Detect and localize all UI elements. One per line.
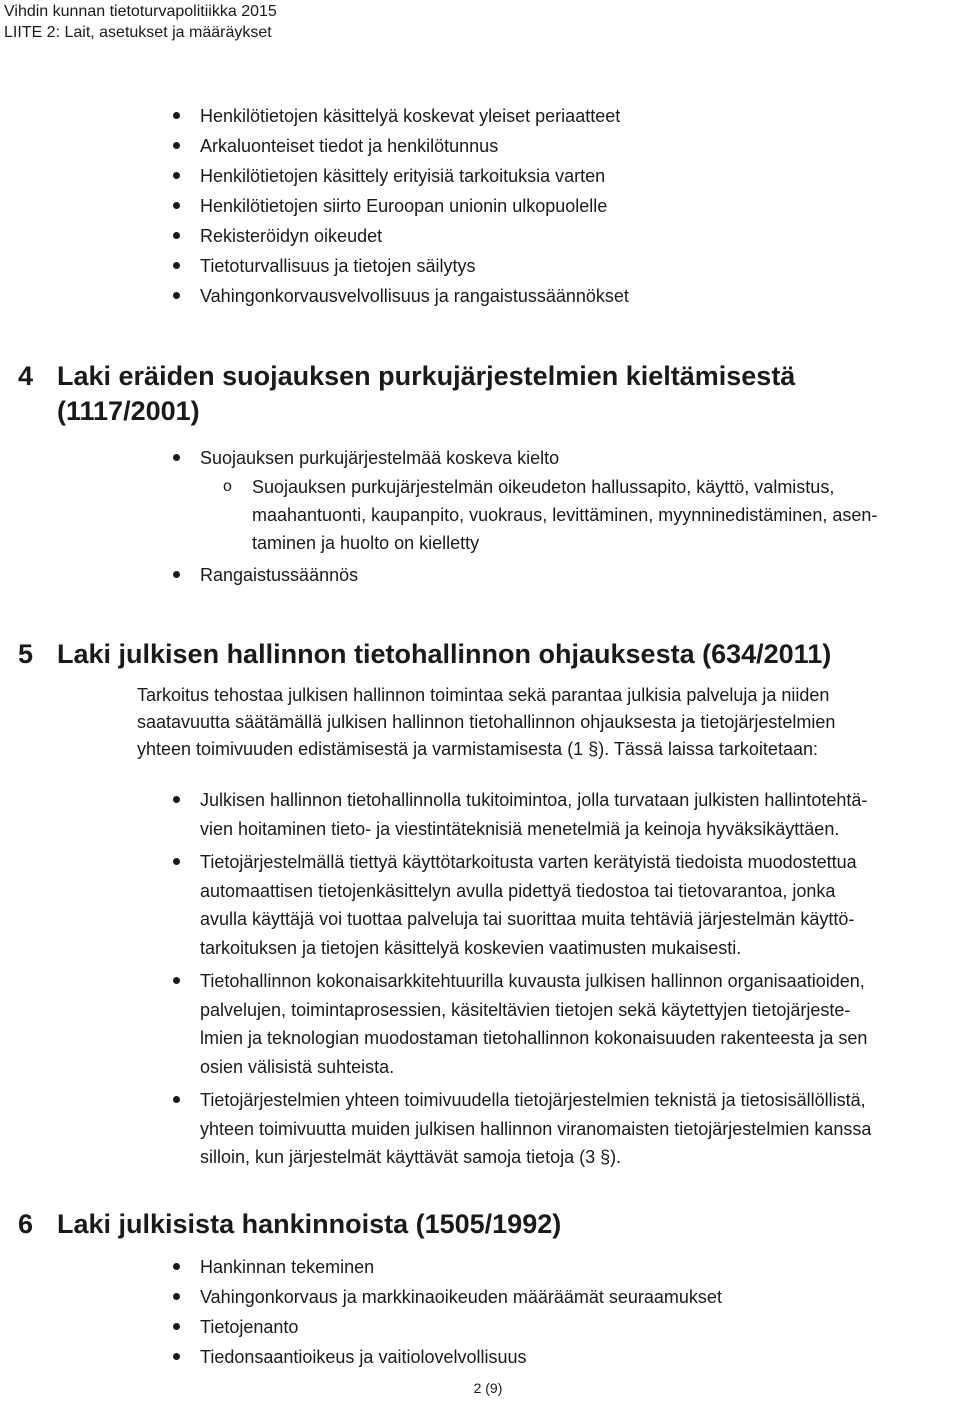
list-item-line: Tietojärjestelmien yhteen toimivuudella tietojärjestelmien teknistä ja tietosisällöllistä,	[200, 1090, 866, 1110]
section-4-heading	[18, 359, 796, 429]
list-item: Rangaistussäännös	[200, 560, 358, 590]
section-title-line: Laki eräiden suojauksen purkujärjestelmien kieltämisestä	[57, 361, 796, 391]
section-number: 6	[18, 1209, 34, 1239]
list-item	[200, 1086, 950, 1172]
page-header	[4, 1, 277, 43]
page-number: 2 (9)	[473, 1380, 503, 1396]
sub-list-item	[252, 473, 877, 557]
list-item-line: vien hoitaminen tieto- ja viestintäteknisiä menetelmiä ja keinoja hyväksikäyttäen.	[200, 818, 840, 839]
list-item-line: avulla käyttäjä voi tuottaa palveluja tai suorittaa muita tehtäviä järjestelmän käyttö-	[200, 909, 855, 929]
intro-bullet-list	[200, 101, 629, 311]
section-number: 4	[18, 361, 34, 391]
list-item: Hankinnan tekeminen	[200, 1252, 722, 1282]
list-item: Henkilötietojen käsittely erityisiä tarkoituksia varten	[200, 161, 629, 191]
sub-item-line: o Suojauksen purkujärjestelmän oikeudeton hallussapito, käyttö, valmistus,	[252, 477, 835, 497]
section-number: 5	[18, 639, 34, 669]
list-item-line: osien välisistä suhteista.	[200, 1056, 395, 1077]
list-item: Henkilötietojen siirto Euroopan unionin ulkopuolelle	[200, 191, 629, 221]
list-item: Vahingonkorvaus ja markkinaoikeuden määräämät seuraamukset	[200, 1282, 722, 1312]
section-title: Laki julkisista hankinnoista (1505/1992)	[57, 1209, 562, 1239]
sub-item-line: maahantuonti, kaupanpito, vuokraus, levittäminen, myynninedistäminen, asen-	[252, 505, 878, 525]
list-item: Tietoturvallisuus ja tietojen säilytys	[200, 251, 629, 281]
list-item	[200, 443, 559, 473]
list-item-line: Julkisen hallinnon tietohallinnolla tukitoimintoa, jolla turvataan julkisten hallintotehtä-	[200, 790, 868, 810]
sub-item-line: taminen ja huolto on kielletty	[252, 533, 480, 553]
paragraph-line: yhteen toimivuuden edistämisestä ja varmistamisesta (1 §). Tässä laissa tarkoitetaan:	[137, 739, 818, 759]
section-4-list	[200, 443, 559, 473]
section-4-sublist	[200, 473, 877, 557]
list-item-line: yhteen toimivuutta muiden julkisen hallinnon viranomaisten tietojärjestelmien kanssa	[200, 1118, 872, 1139]
section-5-heading	[18, 637, 832, 672]
section-6-list	[200, 1252, 722, 1372]
list-item-line: lmien ja teknologian muodostaman tietohallinnon kokonaisuuden rakenteesta ja sen	[200, 1028, 868, 1048]
list-item	[200, 848, 950, 962]
paragraph-line: Tarkoitus tehostaa julkisen hallinnon toimintaa sekä parantaa julkisia palveluja ja niiden	[137, 685, 830, 705]
list-item-line: Tietojärjestelmällä tiettyä käyttötarkoitusta varten kerätyistä tiedoista muodostettua	[200, 852, 857, 872]
list-item: Tietojenanto	[200, 1312, 722, 1342]
list-item: Vahingonkorvausvelvollisuus ja rangaistussäännökset	[200, 281, 629, 311]
list-item	[200, 967, 950, 1081]
list-item-line: tarkoituksen ja tietojen käsittelyä koskevien vaatimusten mukaisesti.	[200, 937, 742, 958]
list-item: Arkaluonteiset tiedot ja henkilötunnus	[200, 131, 629, 161]
section-title: Laki julkisen hallinnon tietohallinnon ohjauksesta (634/2011)	[57, 639, 832, 669]
list-item: Tiedonsaantioikeus ja vaitiolovelvollisuus	[200, 1342, 722, 1372]
document-title: Vihdin kunnan tietoturvapolitiikka 2015	[4, 3, 277, 20]
document-subtitle: LIITE 2: Lait, asetukset ja määräykset	[4, 24, 272, 41]
list-item-text: Suojauksen purkujärjestelmää koskeva kielto	[200, 448, 560, 468]
list-item-line: automaattisen tietojenkäsittelyn avulla pidettyä tiedostoa tai tietovarantoa, jonka	[200, 880, 836, 901]
paragraph-line: saatavuutta säätämällä julkisen hallinnon tietohallinnon ohjauksesta ja tietojärjestelmien	[137, 712, 836, 732]
list-item-line: Tietohallinnon kokonaisarkkitehtuurilla kuvausta julkisen hallinnon organisaatioiden,	[200, 971, 865, 991]
list-item-line: silloin, kun järjestelmät käyttävät samoja tietoja (3 §).	[200, 1147, 622, 1167]
section-title-line: (1117/2001)	[57, 396, 200, 426]
list-item-line: palvelujen, toimintaprosessien, käsiteltävien tietojen sekä käytettyjen tietojärjeste-	[200, 999, 851, 1020]
list-item: Henkilötietojen käsittelyä koskevat yleiset periaatteet	[200, 101, 629, 131]
section-6-heading	[18, 1207, 562, 1242]
list-item	[200, 786, 950, 843]
section-5-list	[200, 786, 950, 1177]
list-item: Rekisteröidyn oikeudet	[200, 221, 629, 251]
section-5-paragraph	[137, 682, 937, 763]
section-4-list-2	[200, 560, 358, 590]
